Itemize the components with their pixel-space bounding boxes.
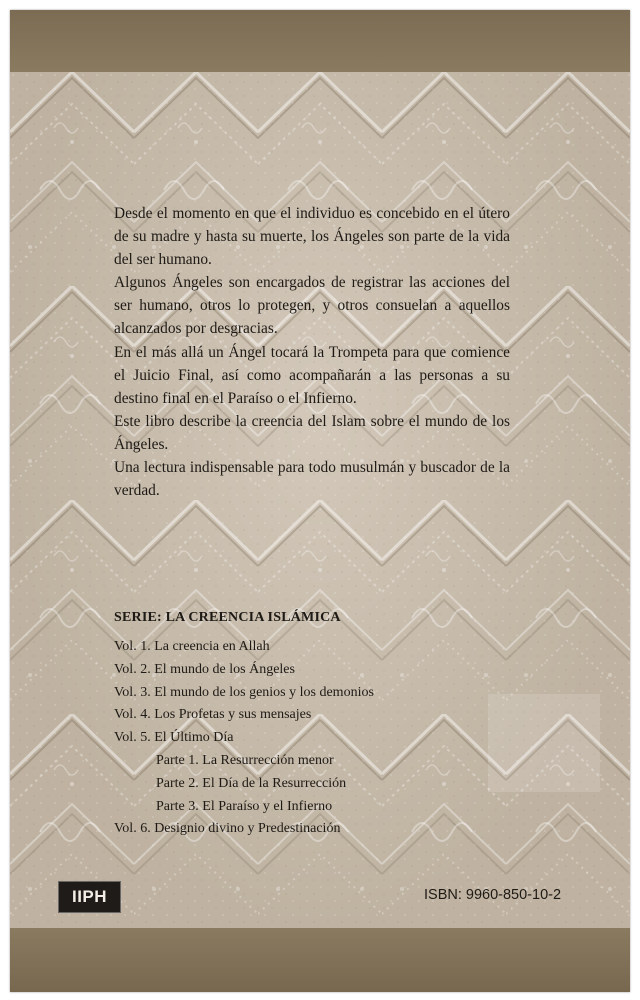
top-cloth-band <box>10 10 630 72</box>
series-volume-list <box>114 636 474 841</box>
volume-item: Vol. 5. El Último Día <box>114 730 234 746</box>
volume-part-item: Parte 2. El Día de la Resurrección <box>156 775 347 791</box>
isbn-label: ISBN: 9960-850-10-2 <box>424 887 562 903</box>
faded-sticker-mark <box>488 694 600 792</box>
series-title: SERIE: LA CREENCIA ISLÁMICA <box>114 610 341 625</box>
book-back-cover <box>10 10 630 992</box>
blurb-paragraph: En el más allá un Ángel tocará la Trompeta para que comience el Juicio Final, así como acompañarán a las personas a su destino final en el Paraíso o el Infierno. <box>114 343 510 407</box>
blurb-paragraph: Algunos Ángeles son encargados de registrar las acciones del ser humano, otros lo protegen, y otros consuelan a aquellos alcanzados por desgracias. <box>114 274 510 338</box>
publisher-logo-text: IIPH <box>71 887 108 906</box>
volume-part-item: Parte 1. La Resurrección menor <box>156 752 334 768</box>
bottom-cloth-band <box>10 928 630 992</box>
embossed-pattern-panel <box>10 72 630 928</box>
publisher-logo <box>58 881 121 913</box>
volume-part-item: Parte 3. El Paraíso y el Infierno <box>156 798 333 814</box>
volume-item: Vol. 3. El mundo de los genios y los demonios <box>114 684 374 700</box>
volume-item: Vol. 6. Designio divino y Predestinación <box>114 821 341 837</box>
blurb-paragraph: Una lectura indispensable para todo musulmán y buscador de la verdad. <box>114 459 510 500</box>
cover-text-area <box>10 72 630 928</box>
volume-item: Vol. 4. Los Profetas y sus mensajes <box>114 707 312 723</box>
description-blurb <box>114 202 510 502</box>
blurb-paragraph: Desde el momento en que el individuo es concebido en el útero de su madre y hasta su muerte, los Ángeles son parte de la vida del ser humano. <box>114 205 510 269</box>
volume-item: Vol. 2. El mundo de los Ángeles <box>114 661 295 677</box>
volume-item: Vol. 1. La creencia en Allah <box>114 639 270 654</box>
blurb-paragraph: Este libro describe la creencia del Islam sobre el mundo de los Ángeles. <box>114 412 510 453</box>
